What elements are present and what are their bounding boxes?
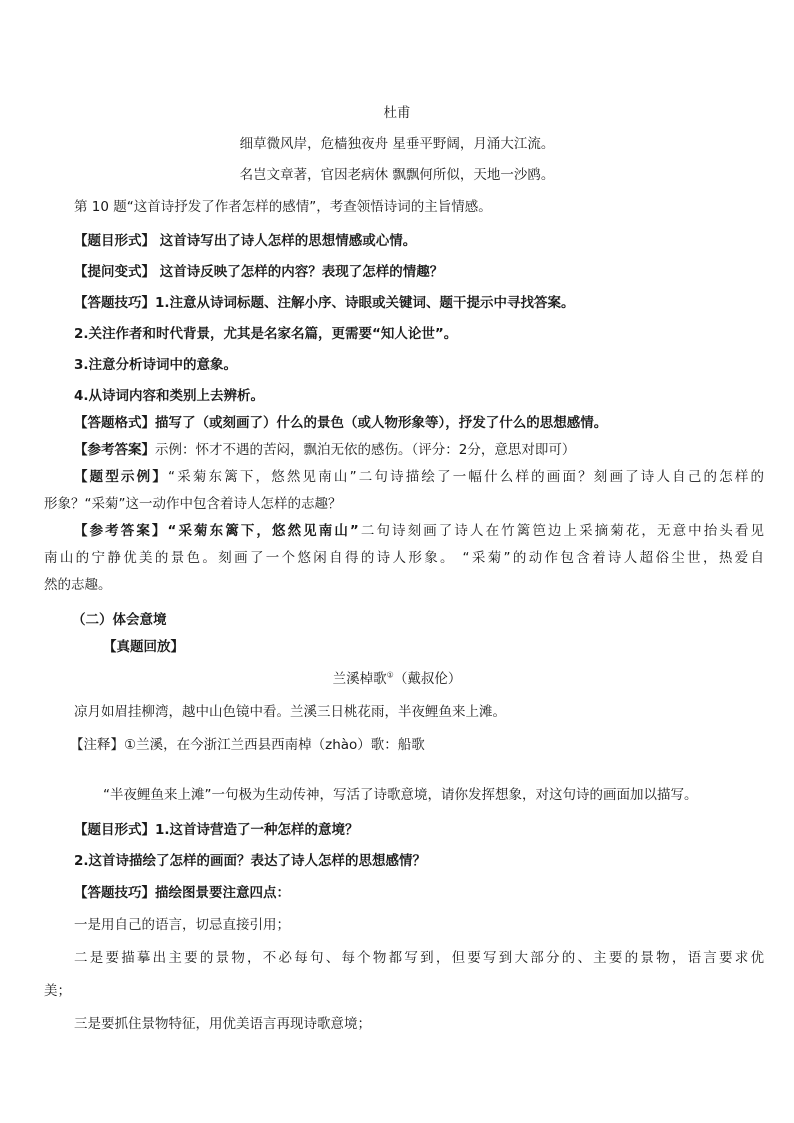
sec2-poem-text: 凉月如眉挂柳湾，越中山色镜中看。兰溪三日桃花雨，半夜鲤鱼来上滩。 [74, 704, 506, 720]
sec1-skill2: 2.关注作者和时代背景，尤其是名家名篇，更需要“知人论世”。 [74, 326, 458, 342]
example-q1: “采菊东篱下，悠然见南山”二句诗描绘了一幅什么样的画面？刻画了诗人自己的怎样的 [168, 469, 764, 485]
poem-author: （戴叔伦） [393, 671, 462, 687]
sec1-example-line2: 形象？“采菊”这一动作中包含着诗人怎样的志趣？ [44, 496, 342, 512]
sec1-answer-line3: 然的志趣。 [44, 577, 112, 593]
note-label: 【注释】 [70, 737, 124, 753]
sec2-form: 【题目形式】1.这首诗营造了一种怎样的意境？ [74, 822, 359, 838]
answer-label: 【参考答案】 [74, 523, 168, 539]
ref-label: 【参考答案】 [74, 442, 155, 458]
q10-intro: 第 10 题“这首诗抒发了作者怎样的感情”，考查领悟诗词的主旨情感。 [74, 199, 492, 215]
sec2-heading: （二）体会意境 [72, 612, 167, 628]
poem1-line2: 名岂文章著，官因老病休 飘飘何所似，天地一沙鸥。 [239, 167, 555, 183]
poem-footnote-mark: ① [386, 670, 394, 680]
sec1-skill: 【答题技巧】1.注意从诗词标题、注解小序、诗眼或关键词、题干提示中寻找答案。 [74, 295, 575, 311]
sec1-variant: 【提问变式】 这首诗反映了怎样的内容？表现了怎样的情趣？ [74, 264, 444, 280]
ref-text: 示例：怀才不遇的苦闷，飘泊无依的感伤。（评分：2分，意思对即可） [155, 442, 576, 458]
sec1-answer-line1 [74, 522, 764, 540]
poem1-line1: 细草微风岸，危樯独夜舟 星垂平野阔，月涌大江流。 [239, 136, 555, 152]
sec1-skill3: 3.注意分析诗词中的意象。 [74, 357, 238, 373]
sec2-form2: 2.这首诗描绘了怎样的画面？表达了诗人怎样的思想感情？ [74, 853, 427, 869]
sec2-point2-line2: 美； [44, 983, 71, 999]
poem-title: 兰溪棹歌 [332, 671, 387, 687]
sec1-skill4: 4.从诗词内容和类别上去辨析。 [74, 388, 265, 404]
poem1-author: 杜甫 [383, 105, 411, 121]
format-text: 描写了（或刻画了）什么的景色（或人物形象等），抒发了什么的思想感情。 [155, 415, 608, 431]
answer-a1: 二句诗刻画了诗人在竹篱笆边上采摘菊花，无意中抬头看见 [358, 523, 765, 539]
format-label: 【答题格式】 [74, 415, 155, 431]
sec1-form: 【题目形式】 这首诗写出了诗人怎样的思想情感或心情。 [74, 233, 417, 249]
sec1-ref [74, 441, 575, 459]
sec2-prompt: “半夜鲤鱼来上滩”一句极为生动传神，写活了诗歌意境，请你发挥想象，对这句诗的画面加以描写。 [103, 787, 698, 803]
sec1-format [74, 414, 607, 432]
answer-quote: “采菊东篱下，悠然见南山” [167, 523, 359, 539]
sec1-example-line1 [74, 468, 764, 486]
sec1-answer-line2: 南山的宁静优美的景色。刻画了一个悠闲自得的诗人形象。 “采菊”的动作包含着诗人超俗尘世，热爱自 [44, 550, 764, 566]
sec2-poem-title [0, 670, 794, 688]
note-text: ①兰溪，在今浙江兰西县西南棹（zhào）歌：船歌 [124, 737, 425, 753]
sec2-point1: 一是用自己的语言，切忌直接引用； [74, 917, 290, 933]
sec2-review: 【真题回放】 [103, 639, 184, 655]
example-label: 【题型示例】 [74, 469, 169, 485]
sec2-point3: 三是要抓住景物特征，用优美语言再现诗歌意境； [74, 1016, 371, 1032]
sec2-skill: 【答题技巧】描绘图景要注意四点： [74, 885, 290, 901]
sec2-point2-line1: 二是要描摹出主要的景物，不必每句、每个物都写到，但要写到大部分的、主要的景物，语言要求优 [74, 950, 764, 966]
sec2-note [70, 736, 425, 754]
